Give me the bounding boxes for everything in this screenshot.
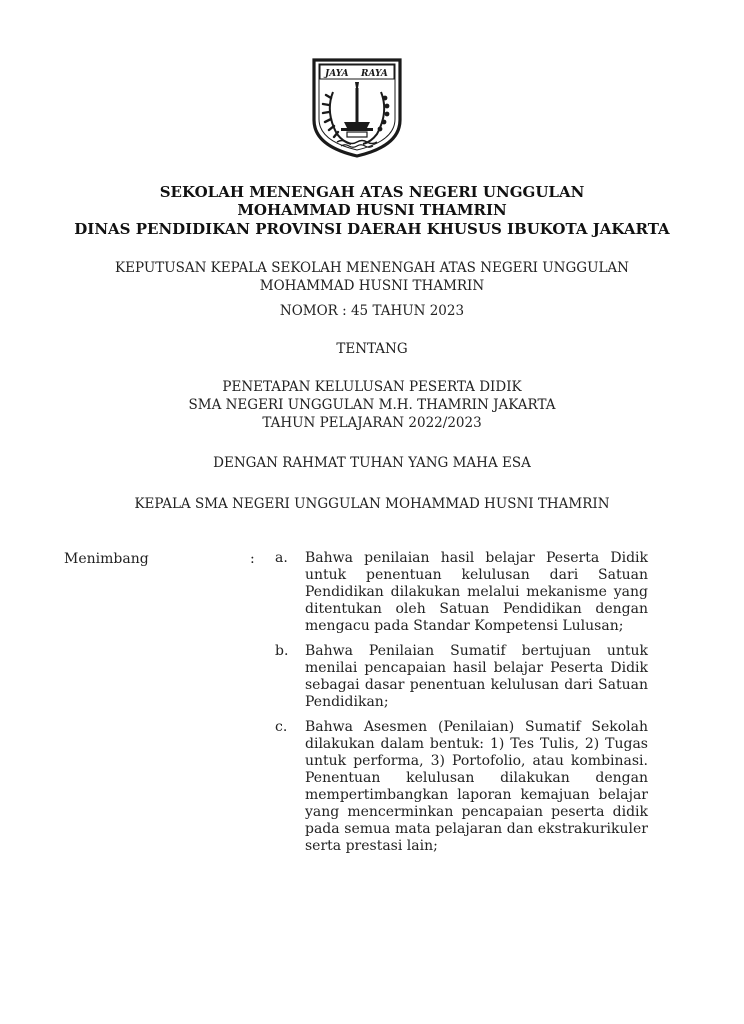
decree-subject-line1: PENETAPAN KELULUSAN PESERTA DIDIK xyxy=(222,379,522,395)
header-department: DINAS PENDIDIKAN PROVINSI DAERAH KHUSUS IBUKOTA JAKARTA xyxy=(74,220,670,238)
item-letter: a. xyxy=(275,550,288,566)
decree-title-line2: MOHAMMAD HUSNI THAMRIN xyxy=(259,278,485,294)
header-school-name: SEKOLAH MENENGAH ATAS NEGERI UNGGULAN xyxy=(159,183,585,201)
decree-subject-line3: TAHUN PELAJARAN 2022/2023 xyxy=(262,415,482,431)
item-letter: b. xyxy=(275,643,289,659)
menimbang-label: Menimbang xyxy=(64,551,149,567)
logo-text-jaya: JAYA xyxy=(325,69,349,79)
decree-number: NOMOR : 45 TAHUN 2023 xyxy=(279,303,465,319)
item-letter: c. xyxy=(275,719,288,735)
jakarta-coat-of-arms-icon xyxy=(311,58,403,158)
decree-subject-line2: SMA NEGERI UNGGULAN M.H. THAMRIN JAKARTA xyxy=(188,397,556,413)
item-text: Bahwa Penilaian Sumatif bertujuan untuk menilai pencapaian hasil belajar Peserta Didik sebagai dasar penentuan kelulusan dari Satuan Pendidikan; xyxy=(305,643,648,710)
logo-text-raya: RAYA xyxy=(361,69,388,79)
menimbang-colon: : xyxy=(250,551,255,567)
header-school-name-2: MOHAMMAD HUSNI THAMRIN xyxy=(237,201,507,219)
item-text: Bahwa Asesmen (Penilaian) Sumatif Sekolah dilakukan dalam bentuk: 1) Tes Tulis, 2) Tugas untuk performa, 3) Portofolio, atau kombinasi. Penentuan kelulusan dilakukan dengan mempertimbangkan laporan kemajuan belajar yang mencerminkan pencapaian peserta didik pada semua mata pelajaran dan ekstrakurikuler serta prestasi lain; xyxy=(305,719,648,854)
decree-title-line1: KEPUTUSAN KEPALA SEKOLAH MENENGAH ATAS NEGERI UNGGULAN xyxy=(115,260,629,276)
item-text: Bahwa penilaian hasil belajar Peserta Didik untuk penentuan kelulusan dari Satuan Pendidikan dilakukan melalui mekanisme yang ditentukan oleh Satuan Pendidikan dengan mengacu pada Standar Kompetensi Lulusan; xyxy=(305,550,648,634)
decree-invocation: DENGAN RAHMAT TUHAN YANG MAHA ESA xyxy=(213,455,531,471)
decree-authority: KEPALA SMA NEGERI UNGGULAN MOHAMMAD HUSNI THAMRIN xyxy=(134,496,610,512)
decree-tentang: TENTANG xyxy=(336,341,408,357)
